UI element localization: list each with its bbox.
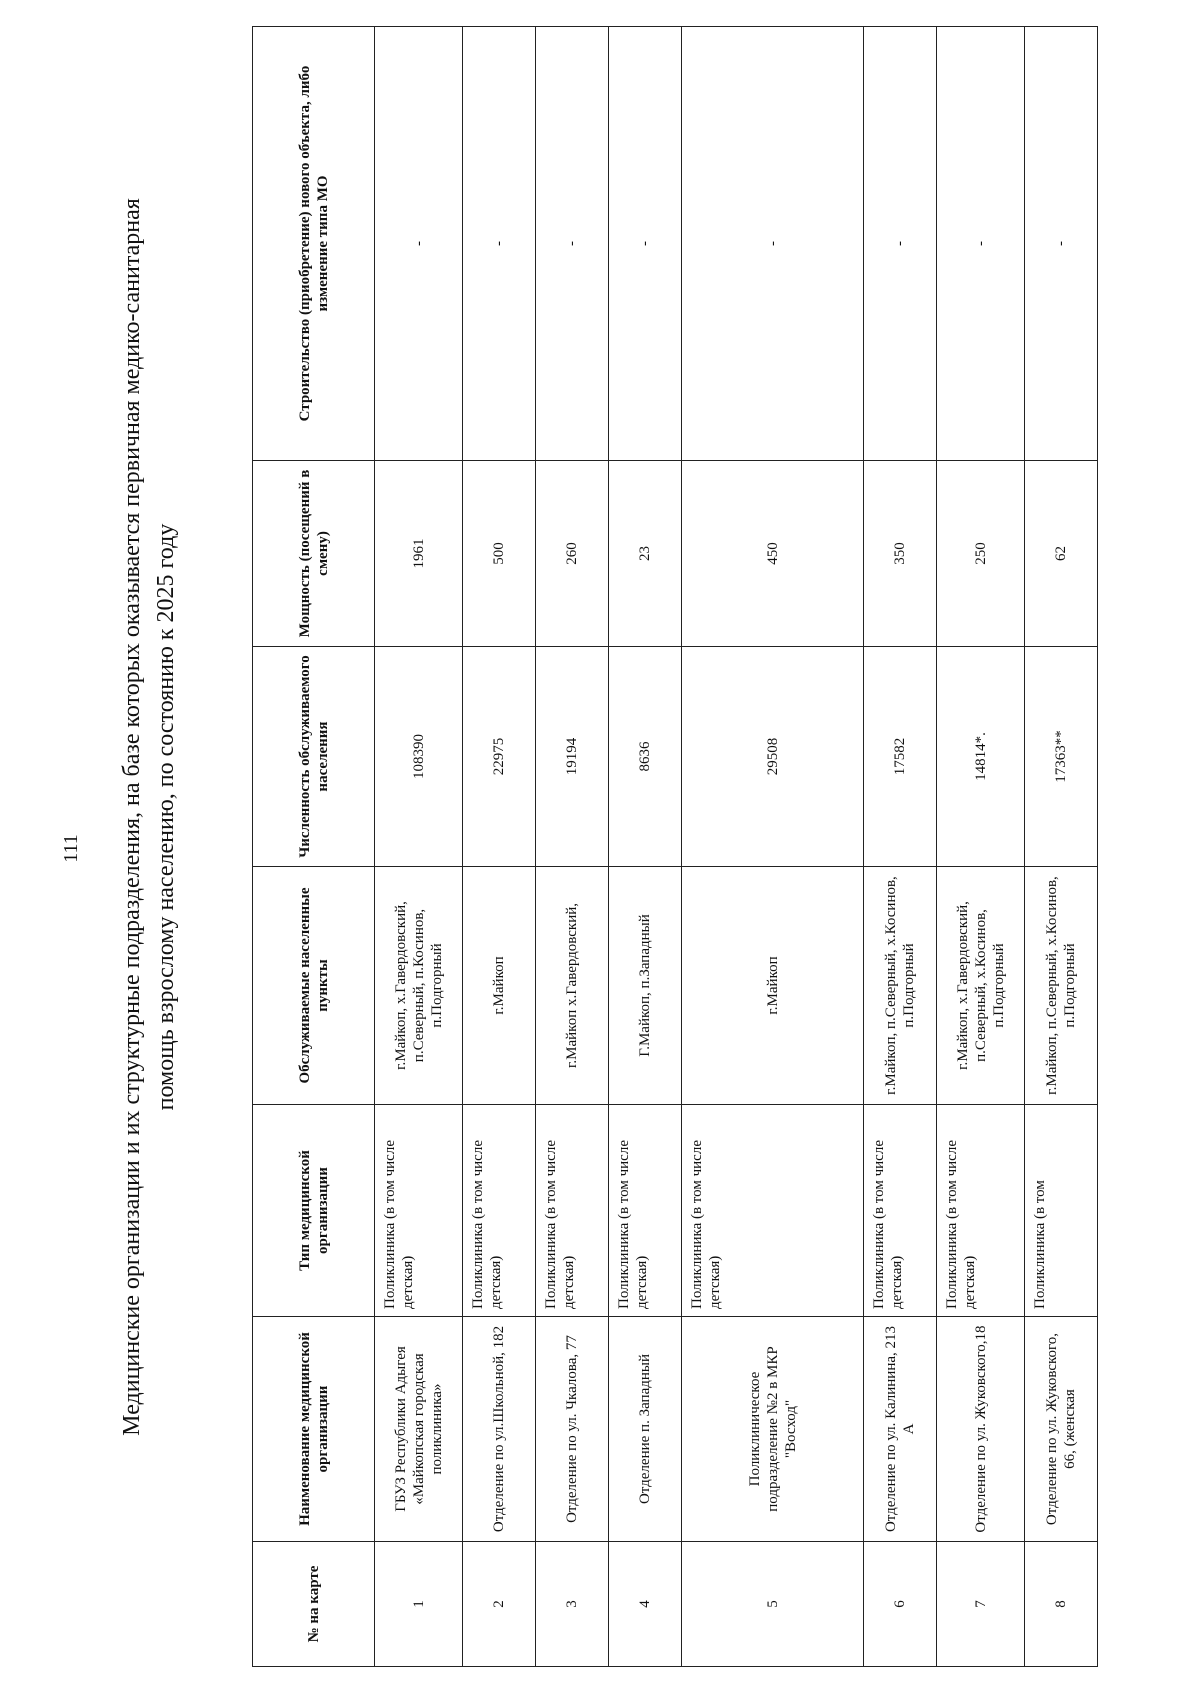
table-row [536, 27, 609, 1667]
table-row [609, 27, 682, 1667]
cell-org-name: Отделение по ул.Школьной, 182 [463, 1317, 536, 1542]
cell-map-number: 6 [864, 1542, 937, 1667]
cell-org-type: Поликлиника (в том числе детская) [375, 1105, 463, 1317]
cell-capacity: 500 [463, 461, 536, 647]
cell-map-number: 4 [609, 1542, 682, 1667]
cell-settlements: г.Майкоп, п.Северный, х.Косинов, п.Подгорный [1025, 867, 1098, 1105]
table-row [864, 27, 937, 1667]
cell-map-number: 8 [1025, 1542, 1098, 1667]
cell-capacity: 62 [1025, 461, 1098, 647]
table-row [375, 27, 463, 1667]
header-cell: Наименование медицинской организации [253, 1317, 375, 1542]
cell-map-number: 1 [375, 1542, 463, 1667]
cell-population: 17363** [1025, 647, 1098, 867]
cell-settlements: г.Майкоп, х.Гавердовский, п.Северный, п.Косинов, п.Подгорный [375, 867, 463, 1105]
cell-construction: - [937, 27, 1025, 461]
cell-population: 108390 [375, 647, 463, 867]
cell-org-type: Поликлиника (в том числе детская) [864, 1105, 937, 1317]
cell-construction: - [864, 27, 937, 461]
cell-org-type: Поликлиника (в том числе детская) [682, 1105, 864, 1317]
cell-settlements: г.Майкоп [682, 867, 864, 1105]
header-cell: Численность обслуживаемого населения [253, 647, 375, 867]
table-row [1025, 27, 1098, 1667]
cell-org-type: Поликлиника (в том числе детская) [536, 1105, 609, 1317]
cell-capacity: 260 [536, 461, 609, 647]
cell-org-name: Поликлиническое подразделение №2 в МКР "Восход" [682, 1317, 864, 1542]
title-line-2: помощь взрослому населению, по состоянию к 2025 году [153, 523, 179, 1111]
page-number: 111 [60, 834, 82, 863]
cell-population: 29508 [682, 647, 864, 867]
cell-map-number: 2 [463, 1542, 536, 1667]
cell-org-type: Поликлиника (в том числе детская) [463, 1105, 536, 1317]
cell-population: 22975 [463, 647, 536, 867]
cell-construction: - [375, 27, 463, 461]
cell-org-name: ГБУЗ Республики Адыгея «Майкопская городская поликлиника» [375, 1317, 463, 1542]
cell-construction: - [1025, 27, 1098, 461]
cell-settlements: Г.Майкоп, п.Западный [609, 867, 682, 1105]
cell-map-number: 5 [682, 1542, 864, 1667]
cell-capacity: 450 [682, 461, 864, 647]
cell-settlements: г.Майкоп [463, 867, 536, 1105]
cell-capacity: 23 [609, 461, 682, 647]
cell-org-type: Поликлиника (в том числе детская) [609, 1105, 682, 1317]
cell-settlements: г.Майкоп х.Гавердовский, [536, 867, 609, 1105]
title-line-1: Медицинские организации и их структурные подразделения, на базе которых оказывается первичная медико-санитарная [119, 198, 145, 1436]
header-cell: Тип медицинской организации [253, 1105, 375, 1317]
table-row [937, 27, 1025, 1667]
table-row [682, 27, 864, 1667]
cell-population: 8636 [609, 647, 682, 867]
cell-capacity: 250 [937, 461, 1025, 647]
cell-org-name: Отделение по ул. Жуковского,18 [937, 1317, 1025, 1542]
cell-org-type: Поликлиника (в том [1025, 1105, 1098, 1317]
cell-map-number: 7 [937, 1542, 1025, 1667]
cell-population: 14814*. [937, 647, 1025, 867]
cell-construction: - [536, 27, 609, 461]
cell-org-name: Отделение по ул. Чкалова, 77 [536, 1317, 609, 1542]
table-header-row [253, 27, 375, 1667]
cell-capacity: 1961 [375, 461, 463, 647]
cell-population: 17582 [864, 647, 937, 867]
organizations-table [252, 26, 1098, 1667]
cell-org-name: Отделение по ул. Калинина, 213 А [864, 1317, 937, 1542]
cell-org-name: Отделение по ул. Жуковского, 66, (женская [1025, 1317, 1098, 1542]
cell-construction: - [609, 27, 682, 461]
cell-capacity: 350 [864, 461, 937, 647]
cell-settlements: г.Майкоп, х.Гавердовский, п.Северный, х.Косинов, п.Подгорный [937, 867, 1025, 1105]
cell-construction: - [463, 27, 536, 461]
cell-settlements: г.Майкоп, п.Северный, х.Косинов, п.Подгорный [864, 867, 937, 1105]
table-row [463, 27, 536, 1667]
document-title [115, 37, 183, 1597]
cell-org-type: Поликлиника (в том числе детская) [937, 1105, 1025, 1317]
cell-construction: - [682, 27, 864, 461]
header-cell: № на карте [253, 1542, 375, 1667]
header-cell: Обслуживаемые населенные пункты [253, 867, 375, 1105]
header-cell: Мощность (посещений в смену) [253, 461, 375, 647]
cell-org-name: Отделение п. Западный [609, 1317, 682, 1542]
cell-map-number: 3 [536, 1542, 609, 1667]
cell-population: 19194 [536, 647, 609, 867]
header-cell: Строительство (приобретение) нового объекта, либо изменение типа МО [253, 27, 375, 461]
